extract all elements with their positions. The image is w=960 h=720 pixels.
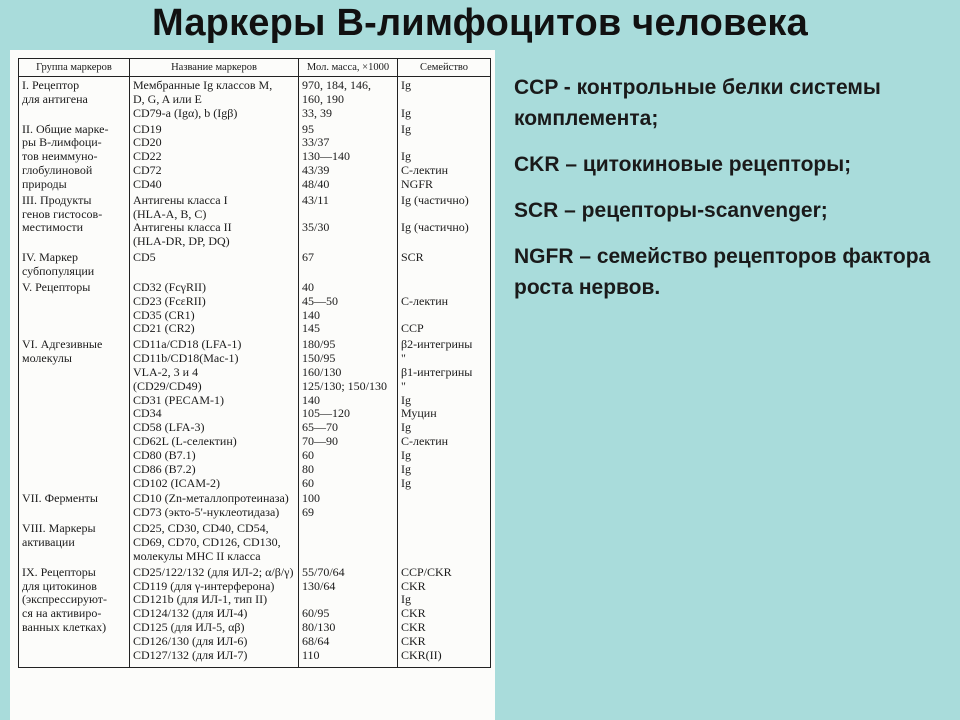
cell-marker-names: CD5 (130, 249, 299, 279)
cell-group: V. Рецепторы (19, 279, 130, 336)
cell-family: CCP/CKR CKR Ig CKR CKR CKR CKR(II) (398, 564, 491, 667)
cell-group: III. Продукты генов гистосов- местимости (19, 192, 130, 249)
cell-group: IX. Рецепторы для цитокинов (экспрессируют- ся на активиро- ванных клетках) (19, 564, 130, 667)
cell-marker-names: Антигены класса I (HLA-A, B, C) Антигены класса II (HLA-DR, DP, DQ) (130, 192, 299, 249)
cell-mol-mass: 100 69 (299, 490, 398, 520)
b-cell-markers-table (18, 58, 491, 668)
cell-mol-mass: 40 45—50 140 145 (299, 279, 398, 336)
cell-marker-names: CD19 CD20 CD22 CD72 CD40 (130, 121, 299, 192)
note-scr: SCR – рецепторы-scanvenger; (514, 199, 828, 222)
table-body (19, 77, 491, 668)
header-name: Название маркеров (130, 59, 299, 77)
cell-marker-names: CD32 (FcγRII) CD23 (FcεRII) CD35 (CR1) CD21 (CR2) (130, 279, 299, 336)
note-ccp: CCP - контрольные белки системы комплемента; (514, 76, 881, 130)
cell-mol-mass: 43/11 35/30 (299, 192, 398, 249)
cell-family: β2-интегрины " β1-интегрины " Ig Муцин Ig С-лектин Ig Ig Ig (398, 336, 491, 490)
cell-group: II. Общие марке- ры В-лимфоци- тов неиммуно- глобулиновой природы (19, 121, 130, 192)
cell-mol-mass: 67 (299, 249, 398, 279)
table-row (19, 121, 491, 192)
cell-mol-mass: 970, 184, 146, 160, 190 33, 39 (299, 77, 398, 121)
cell-family: Ig Ig С-лектин NGFR (398, 121, 491, 192)
cell-marker-names: CD11a/CD18 (LFA-1) CD11b/CD18(Mac-1) VLA-2, 3 и 4 (CD29/CD49) CD31 (PECAM-1) CD34 CD58 (LFA-3) CD62L (L-селектин) CD80 (B7.1) CD86 (B7.2) CD102 (ICAM-2) (130, 336, 299, 490)
table-row (19, 77, 491, 121)
note-ngfr: NGFR – семейство рецепторов фактора роста нервов. (514, 245, 931, 299)
cell-marker-names: CD25/122/132 (для ИЛ-2; α/β/γ) CD119 (для γ-интерферона) CD121b (для ИЛ-1, тип II) CD124/132 (для ИЛ-4) CD125 (для ИЛ-5, αβ) CD126/130 (для ИЛ-6) CD127/132 (для ИЛ-7) (130, 564, 299, 667)
table-row (19, 192, 491, 249)
cell-mol-mass: 55/70/64 130/64 60/95 80/130 68/64 110 (299, 564, 398, 667)
legend-notes (514, 72, 944, 318)
header-group: Группа маркеров (19, 59, 130, 77)
cell-marker-names: CD25, CD30, CD40, CD54, CD69, CD70, CD126, CD130, молекулы MHC II класса (130, 520, 299, 564)
header-mass: Мол. масса, ×1000 (299, 59, 398, 77)
cell-group: VIII. Маркеры активации (19, 520, 130, 564)
cell-family: Ig Ig (398, 77, 491, 121)
cell-mol-mass (299, 520, 398, 564)
cell-family: SCR (398, 249, 491, 279)
table-row (19, 520, 491, 564)
cell-group: VII. Ферменты (19, 490, 130, 520)
cell-family (398, 520, 491, 564)
cell-group: IV. Маркер субпопуляции (19, 249, 130, 279)
cell-family (398, 490, 491, 520)
cell-family: С-лектин CCP (398, 279, 491, 336)
table-row (19, 564, 491, 667)
cell-family: Ig (частично) Ig (частично) (398, 192, 491, 249)
cell-group: I. Рецептор для антигена (19, 77, 130, 121)
cell-mol-mass: 180/95 150/95 160/130 125/130; 150/130 140 105—120 65—70 70—90 60 80 60 (299, 336, 398, 490)
table-header-row (19, 59, 491, 77)
cell-marker-names: Мембранные Ig классов M, D, G, A или E CD79-a (Igα), b (Igβ) (130, 77, 299, 121)
table-row (19, 490, 491, 520)
slide-title: Маркеры В-лимфоцитов человека (152, 2, 808, 44)
table-row (19, 279, 491, 336)
table-row (19, 336, 491, 490)
note-ckr: CKR – цитокиновые рецепторы; (514, 153, 852, 176)
header-family: Семейство (398, 59, 491, 77)
cell-marker-names: CD10 (Zn-металлопротеиназа) CD73 (экто-5'-нуклеотидаза) (130, 490, 299, 520)
cell-mol-mass: 95 33/37 130—140 43/39 48/40 (299, 121, 398, 192)
scanned-table-page (10, 50, 495, 720)
table-row (19, 249, 491, 279)
cell-group: VI. Адгезивные молекулы (19, 336, 130, 490)
